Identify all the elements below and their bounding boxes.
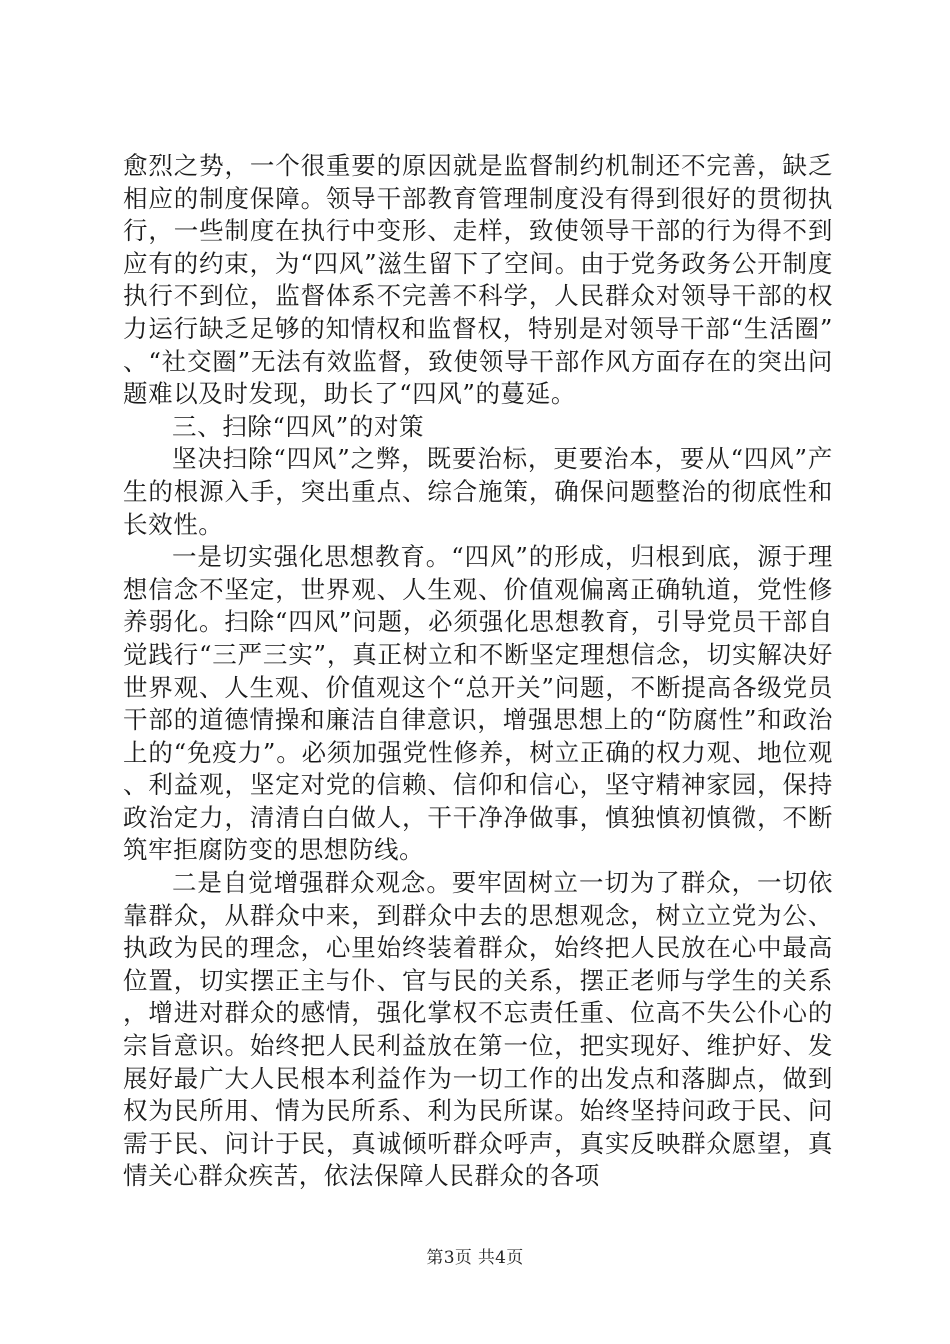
- paragraph-root-cause: 坚决扫除“四风”之弊，既要治标，更要治本，要从“四风”产生的根源入手，突出重点、综合施策，确保问题整治的彻底性和长效性。: [123, 444, 833, 539]
- paragraph-ideological-education: 一是切实强化思想教育。“四风”的形成，归根到底，源于理想信念不坚定，世界观、人生观、价值观偏离正确轨道，党性修养弱化。扫除“四风”问题，必须强化思想教育，引导党员干部自觉践行“三严三实”，真正树立和不断坚定理想信念，切实解决好世界观、人生观、价值观这个“总开关”问题，不断提高各级党员干部的道德情操和廉洁自律意识，增强思想上的“防腐性”和政治上的“免疫力”。必须加强党性修养，树立正确的权力观、地位观、利益观，坚定对党的信赖、信仰和信心，坚守精神家园，保持政治定力，清清白白做人，干干净净做事，慎独慎初慎微，不断筑牢拒腐防变的思想防线。: [123, 542, 833, 865]
- paragraph-mass-awareness: 二是自觉增强群众观念。要牢固树立一切为了群众，一切依靠群众，从群众中来，到群众中去的思想观念，树立立党为公、执政为民的理念，心里始终装着群众，始终把人民放在心中最高位置，切实摆正主与仆、官与民的关系，摆正老师与学生的关系，增进对群众的感情，强化掌权不忘责任重、位高不失公仆心的宗旨意识。始终把人民利益放在第一位，把实现好、维护好、发展好最广大人民根本利益作为一切工作的出发点和落脚点，做到权为民所用、情为民所系、利为民所谋。始终坚持问政于民、问需于民、问计于民，真诚倾听群众呼声，真实反映群众愿望，真情关心群众疾苦，依法保障人民群众的各项: [123, 868, 833, 1191]
- section-heading-countermeasures: 三、扫除“四风”的对策: [172, 411, 425, 441]
- document-body: [123, 150, 833, 1193]
- page-number-footer: 第3页 共4页: [426, 1248, 524, 1268]
- paragraph-oversight-mechanism: 愈烈之势，一个很重要的原因就是监督制约机制还不完善，缺乏相应的制度保障。领导干部教育管理制度没有得到很好的贯彻执行，一些制度在执行中变形、走样，致使领导干部的行为得不到应有的约束，为“四风”滋生留下了空间。由于党务政务公开制度执行不到位，监督体系不完善不科学，人民群众对领导干部的权力运行缺乏足够的知情权和监督权，特别是对领导干部“生活圈”、“社交圈”无法有效监督，致使领导干部作风方面存在的突出问题难以及时发现，助长了“四风”的蔓延。: [123, 151, 833, 409]
